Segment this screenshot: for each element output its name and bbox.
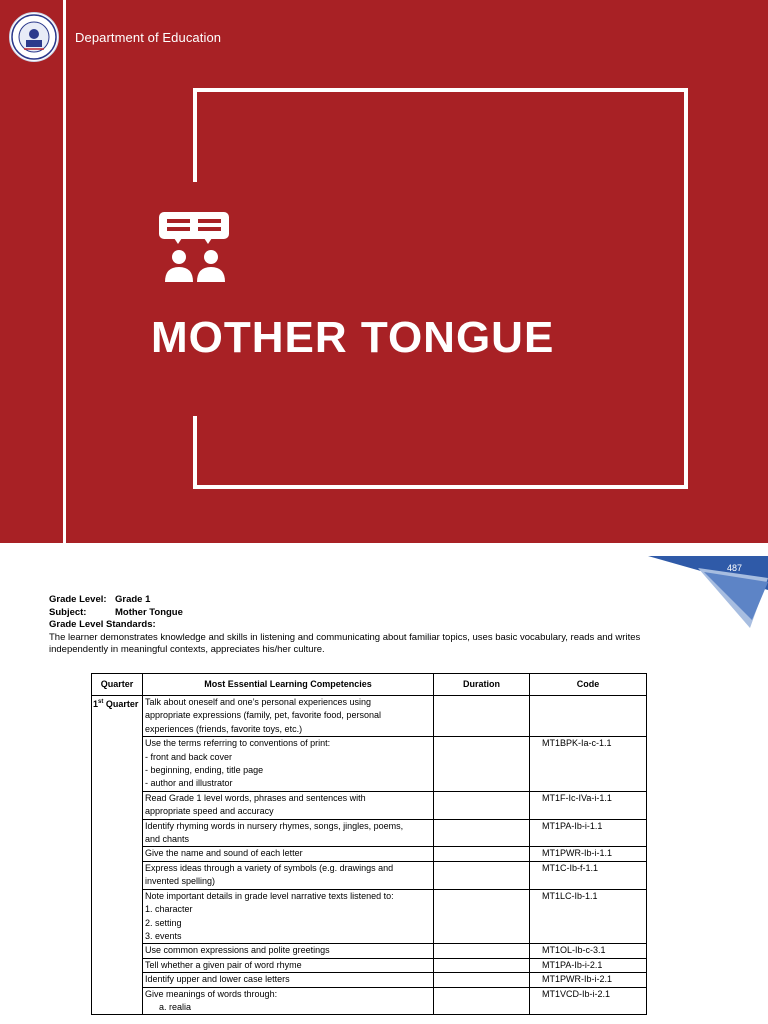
duration-cell bbox=[434, 958, 530, 972]
competency-line: Talk about oneself and one’s personal experiences using bbox=[145, 697, 371, 707]
duration-cell bbox=[434, 944, 530, 958]
table-header-row bbox=[92, 674, 647, 696]
table-row bbox=[92, 958, 647, 972]
quarter-word: Quarter bbox=[103, 699, 139, 709]
competency-cell bbox=[143, 737, 434, 792]
competency-line: Give the name and sound of each letter bbox=[145, 848, 303, 859]
standards-text-line-1: The learner demonstrates knowledge and skills in listening and communicating about familiar topics, uses basic vocabulary, reads and writes bbox=[49, 631, 641, 643]
competency-line: appropriate speed and accuracy bbox=[145, 806, 274, 817]
quarter-cell bbox=[92, 696, 143, 1015]
competency-line: Give meanings of words through: bbox=[145, 988, 278, 999]
code-cell bbox=[530, 696, 647, 737]
code-cell: MT1C-Ib-f-1.1 bbox=[530, 861, 647, 889]
table-row bbox=[92, 944, 647, 958]
department-name: Department of Education bbox=[75, 30, 222, 45]
cover-frame-right bbox=[684, 88, 688, 489]
competency-line: experiences (friends, favorite toys, etc.) bbox=[145, 723, 303, 734]
standards-text-line-2: independently in meaningful contexts, appreciates his/her culture. bbox=[49, 644, 325, 655]
competency-line: 1. character bbox=[145, 904, 193, 915]
competency-line: Express ideas through a variety of symbols (e.g. drawings and bbox=[145, 862, 394, 873]
table-row bbox=[92, 737, 647, 792]
code-cell: MT1F-Ic-IVa-i-1.1 bbox=[530, 791, 647, 819]
duration-cell bbox=[434, 791, 530, 819]
competency-line: Identify rhyming words in nursery rhymes, songs, jingles, poems, bbox=[145, 820, 404, 831]
competency-cell bbox=[143, 944, 434, 958]
competencies-table bbox=[91, 673, 647, 1015]
code-cell: MT1VCD-Ib-i-2.1 bbox=[530, 987, 647, 1015]
duration-cell bbox=[434, 696, 530, 737]
grade-level-value: Grade 1 bbox=[115, 594, 151, 605]
duration-cell bbox=[434, 889, 530, 944]
duration-cell bbox=[434, 737, 530, 792]
cover-frame-bottom bbox=[193, 485, 688, 489]
grade-info bbox=[49, 594, 729, 657]
table-row bbox=[92, 696, 647, 737]
table-row bbox=[92, 987, 647, 1015]
duration-cell bbox=[434, 819, 530, 847]
code-cell: MT1LC-Ib-1.1 bbox=[530, 889, 647, 944]
competency-line: - author and illustrator bbox=[145, 778, 233, 789]
competency-line: and chants bbox=[145, 834, 190, 845]
cover-frame-left-bottom bbox=[193, 416, 197, 489]
table-row bbox=[92, 819, 647, 847]
duration-cell bbox=[434, 987, 530, 1015]
table-body bbox=[92, 696, 647, 1015]
competency-line: invented spelling) bbox=[145, 876, 216, 887]
duration-cell bbox=[434, 861, 530, 889]
competency-line: - beginning, ending, title page bbox=[145, 765, 264, 776]
competency-line: a. realia bbox=[159, 1001, 192, 1012]
subject-value: Mother Tongue bbox=[115, 606, 183, 618]
competency-line: 2. setting bbox=[145, 917, 182, 928]
subject-label: Subject: bbox=[49, 606, 87, 618]
code-cell: MT1OL-Ib-c-3.1 bbox=[530, 944, 647, 958]
grade-level-label: Grade Level: bbox=[49, 594, 107, 605]
quarter-ordinal: 1 bbox=[93, 699, 99, 709]
competency-cell bbox=[143, 889, 434, 944]
competency-line: Tell whether a given pair of word rhyme bbox=[145, 959, 302, 970]
competency-line: Identify upper and lower case letters bbox=[145, 974, 290, 985]
people-talking-icon bbox=[158, 210, 232, 284]
competency-cell bbox=[143, 791, 434, 819]
competency-line: - front and back cover bbox=[145, 751, 233, 762]
cover-left-strip bbox=[0, 0, 63, 543]
header-code: Code bbox=[530, 674, 647, 696]
competency-line: Read Grade 1 level words, phrases and sentences with bbox=[145, 792, 366, 803]
standards-label: Grade Level Standards: bbox=[49, 619, 156, 630]
table-row bbox=[92, 973, 647, 987]
cover-frame-top bbox=[193, 88, 688, 92]
header-competencies: Most Essential Learning Competencies bbox=[143, 674, 434, 696]
table-row bbox=[92, 889, 647, 944]
header-quarter: Quarter bbox=[92, 674, 143, 696]
competency-cell bbox=[143, 847, 434, 861]
table-row bbox=[92, 861, 647, 889]
deped-seal-icon bbox=[9, 12, 59, 62]
competency-line: Note important details in grade level narrative texts listened to: bbox=[145, 890, 394, 901]
quarter-suffix: st bbox=[98, 699, 104, 705]
code-cell: MT1PWR-Ib-i-1.1 bbox=[530, 847, 647, 861]
competency-line: Use the terms referring to conventions of print: bbox=[145, 738, 331, 749]
competency-cell bbox=[143, 987, 434, 1015]
code-cell: MT1BPK-Ia-c-1.1 bbox=[530, 737, 647, 792]
competency-cell bbox=[143, 819, 434, 847]
page-number: 487 bbox=[727, 563, 743, 573]
cover-divider-line bbox=[63, 0, 66, 543]
code-cell: MT1PA-Ib-i-1.1 bbox=[530, 819, 647, 847]
code-cell: MT1PWR-Ib-i-2.1 bbox=[530, 973, 647, 987]
table-row bbox=[92, 847, 647, 861]
duration-cell bbox=[434, 847, 530, 861]
competency-line: 3. events bbox=[145, 930, 182, 941]
duration-cell bbox=[434, 973, 530, 987]
cover-title: MOTHER TONGUE bbox=[151, 313, 555, 362]
competency-cell bbox=[143, 958, 434, 972]
header-duration: Duration bbox=[434, 674, 530, 696]
competency-cell bbox=[143, 696, 434, 737]
cover-frame-left-top bbox=[193, 88, 197, 182]
code-cell: MT1PA-Ib-i-2.1 bbox=[530, 958, 647, 972]
competency-line: appropriate expressions (family, pet, favorite food, personal bbox=[145, 710, 381, 721]
competency-cell bbox=[143, 861, 434, 889]
table-row bbox=[92, 791, 647, 819]
competency-line: Use common expressions and polite greetings bbox=[145, 945, 330, 956]
competency-cell bbox=[143, 973, 434, 987]
